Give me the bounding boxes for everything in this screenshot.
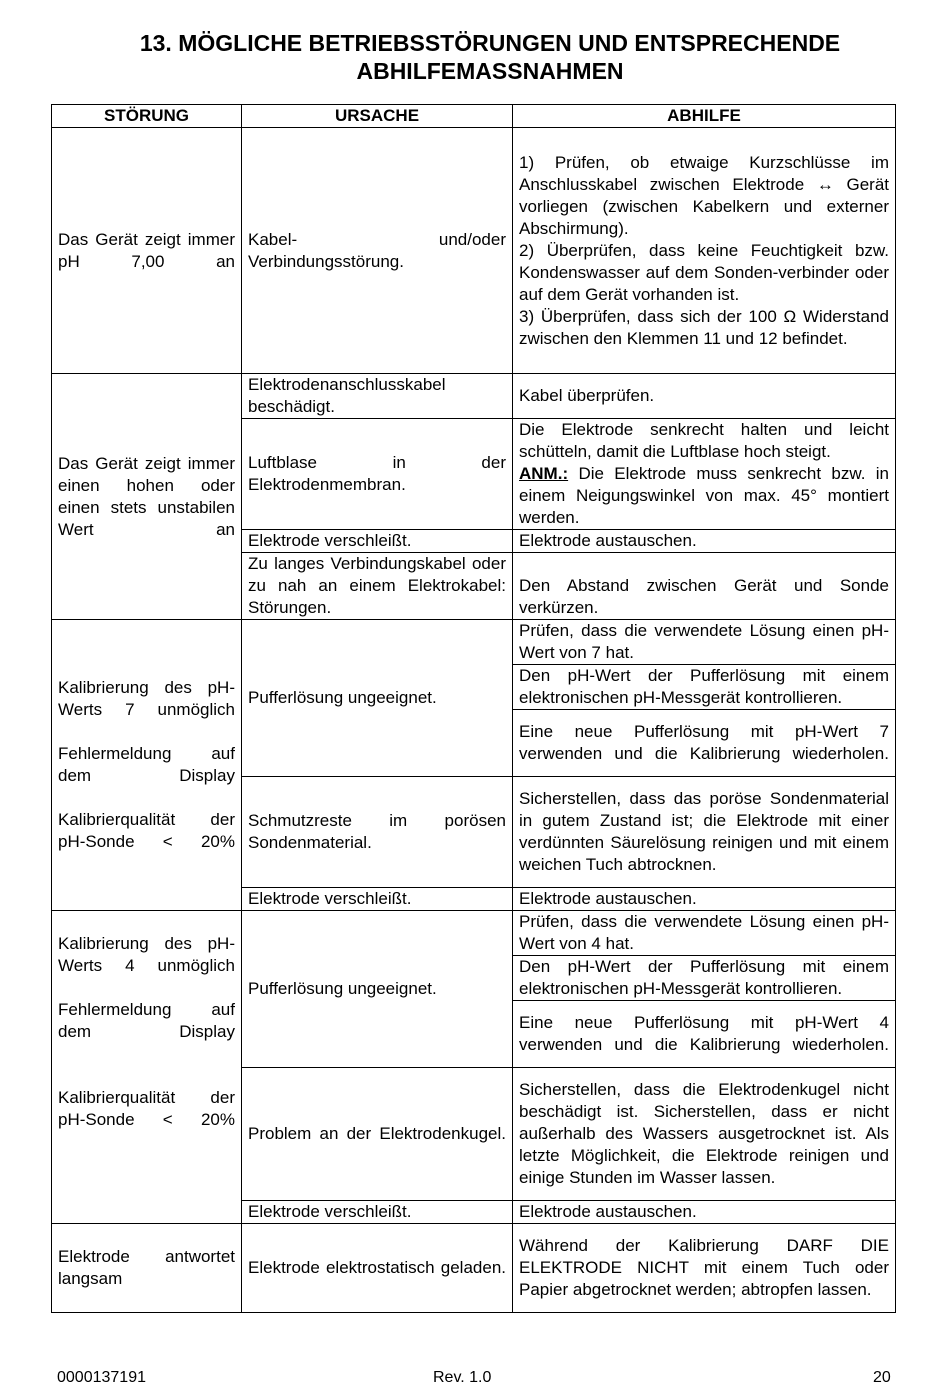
ursache-cell: Pufferlösung ungeeignet. xyxy=(242,620,513,777)
ursache-cell: Pufferlösung ungeeignet. xyxy=(242,911,513,1068)
stoerung-line: Kalibrierung des pH-Werts 7 unmöglich xyxy=(58,678,235,719)
abhilfe-cell: Eine neue Pufferlösung mit pH-Wert 4 verwenden und die Kalibrierung wiederholen. xyxy=(513,1001,896,1068)
stoerung-line: Fehlermeldung auf dem Display xyxy=(58,744,235,785)
footer-doc-number: 0000137191 xyxy=(57,1369,146,1386)
abhilfe-cell: Sicherstellen, dass die Elektrodenkugel nicht beschädigt ist. Sicherstellen, dass er nicht außerhalb des Wassers ausgetrocknet ist. Als letzte Möglichkeit, die Elektrode reinigen und einige Stunden im Wasser lassen. xyxy=(513,1068,896,1201)
ursache-cell: Kabel- und/oder Verbindungsstörung. xyxy=(242,128,513,374)
stoerung-cell xyxy=(52,620,242,911)
ursache-cell: Elektrode elektrostatisch geladen. xyxy=(242,1224,513,1313)
stoerung-line: Fehlermeldung auf dem Display xyxy=(58,1000,235,1041)
table-row xyxy=(52,374,896,419)
stoerung-cell: Elektrode antwortet langsam xyxy=(52,1224,242,1313)
abhilfe-cell: Elektrode austauschen. xyxy=(513,1201,896,1224)
abhilfe-cell xyxy=(513,128,896,374)
page-title-line-2: ABHILFEMASSNAHMEN xyxy=(356,58,624,84)
abhilfe-step: 3) Überprüfen, dass sich der 100 Ω Widerstand zwischen den Klemmen 11 und 12 befindet. xyxy=(519,306,889,348)
stoerung-cell: Das Gerät zeigt immer einen hohen oder einen stets unstabilen Wert an xyxy=(52,374,242,620)
stoerung-cell: Das Gerät zeigt immer pH 7,00 an xyxy=(52,128,242,374)
ursache-cell: Problem an der Elektrodenkugel. xyxy=(242,1068,513,1201)
ursache-cell: Zu langes Verbindungskabel oder zu nah an einem Elektrokabel: Störungen. xyxy=(242,553,513,620)
table-row xyxy=(52,1224,896,1313)
ursache-cell: Elektrode verschleißt. xyxy=(242,530,513,553)
table-header-row xyxy=(52,105,896,128)
footer-revision: Rev. 1.0 xyxy=(433,1369,492,1386)
ursache-cell: Schmutzreste im porösen Sondenmaterial. xyxy=(242,777,513,888)
column-header-ursache: URSACHE xyxy=(242,105,513,128)
troubleshooting-table xyxy=(51,104,896,1313)
stoerung-line: Kalibrierqualität der pH-Sonde < 20% xyxy=(58,1088,235,1129)
abhilfe-step: 2) Überprüfen, dass keine Feuchtigkeit bzw. Kondenswasser auf dem Sonden-verbinder oder auf dem Gerät vorhanden ist. xyxy=(519,240,889,304)
abhilfe-cell: Eine neue Pufferlösung mit pH-Wert 7 verwenden und die Kalibrierung wiederholen. xyxy=(513,710,896,777)
table-row xyxy=(52,620,896,665)
abhilfe-cell: Den pH-Wert der Pufferlösung mit einem elektronischen pH-Messgerät kontrollieren. xyxy=(513,665,896,710)
table-row xyxy=(52,911,896,956)
abhilfe-cell: Während der Kalibrierung DARF DIE ELEKTRODE NICHT mit einem Tuch oder Papier abgetrocknet werden; abtropfen lassen. xyxy=(513,1224,896,1313)
column-header-stoerung: STÖRUNG xyxy=(52,105,242,128)
abhilfe-cell: Prüfen, dass die verwendete Lösung einen pH-Wert von 4 hat. xyxy=(513,911,896,956)
stoerung-line: Kalibrierqualität der pH-Sonde < 20% xyxy=(58,810,235,851)
ursache-cell: Luftblase in der Elektrodenmembran. xyxy=(242,419,513,530)
stoerung-cell xyxy=(52,911,242,1224)
abhilfe-cell: Den Abstand zwischen Gerät und Sonde verkürzen. xyxy=(513,553,896,620)
abhilfe-cell: Kabel überprüfen. xyxy=(513,374,896,419)
anm-text: Die Elektrode muss senkrecht bzw. in einem Neigungswinkel von max. 45° montiert werden. xyxy=(519,464,889,527)
ursache-cell: Elektrode verschleißt. xyxy=(242,1201,513,1224)
ursache-cell: Elektrodenanschlusskabel beschädigt. xyxy=(242,374,513,419)
anm-label: ANM.: xyxy=(519,464,569,483)
abhilfe-cell: Prüfen, dass die verwendete Lösung einen pH-Wert von 7 hat. xyxy=(513,620,896,665)
abhilfe-cell: Den pH-Wert der Pufferlösung mit einem elektronischen pH-Messgerät kontrollieren. xyxy=(513,956,896,1001)
abhilfe-cell: Elektrode austauschen. xyxy=(513,530,896,553)
abhilfe-cell: Elektrode austauschen. xyxy=(513,888,896,911)
abhilfe-step: 1) Prüfen, ob etwaige Kurzschlüsse im Anschlusskabel zwischen Elektrode ↔ Gerät vorliegen (zwischen Kabelkern und externer Abschirmung). xyxy=(519,152,889,238)
stoerung-line: Kalibrierung des pH-Werts 4 unmöglich xyxy=(58,934,235,975)
page-title-line-1: 13. MÖGLICHE BETRIEBSSTÖRUNGEN UND ENTSPRECHENDE xyxy=(139,30,841,56)
footer-page-number: 20 xyxy=(873,1369,891,1386)
table-row xyxy=(52,128,896,374)
ursache-cell: Elektrode verschleißt. xyxy=(242,888,513,911)
abhilfe-cell xyxy=(513,419,896,530)
column-header-abhilfe: ABHILFE xyxy=(513,105,896,128)
abhilfe-text: Die Elektrode senkrecht halten und leicht schütteln, damit die Luftblase hoch steigt. xyxy=(519,420,889,461)
abhilfe-cell: Sicherstellen, dass das poröse Sondenmaterial in gutem Zustand ist; die Elektrode mit einer verdünnten Säurelösung reinigen und mit einem weichen Tuch abtrocknen. xyxy=(513,777,896,888)
